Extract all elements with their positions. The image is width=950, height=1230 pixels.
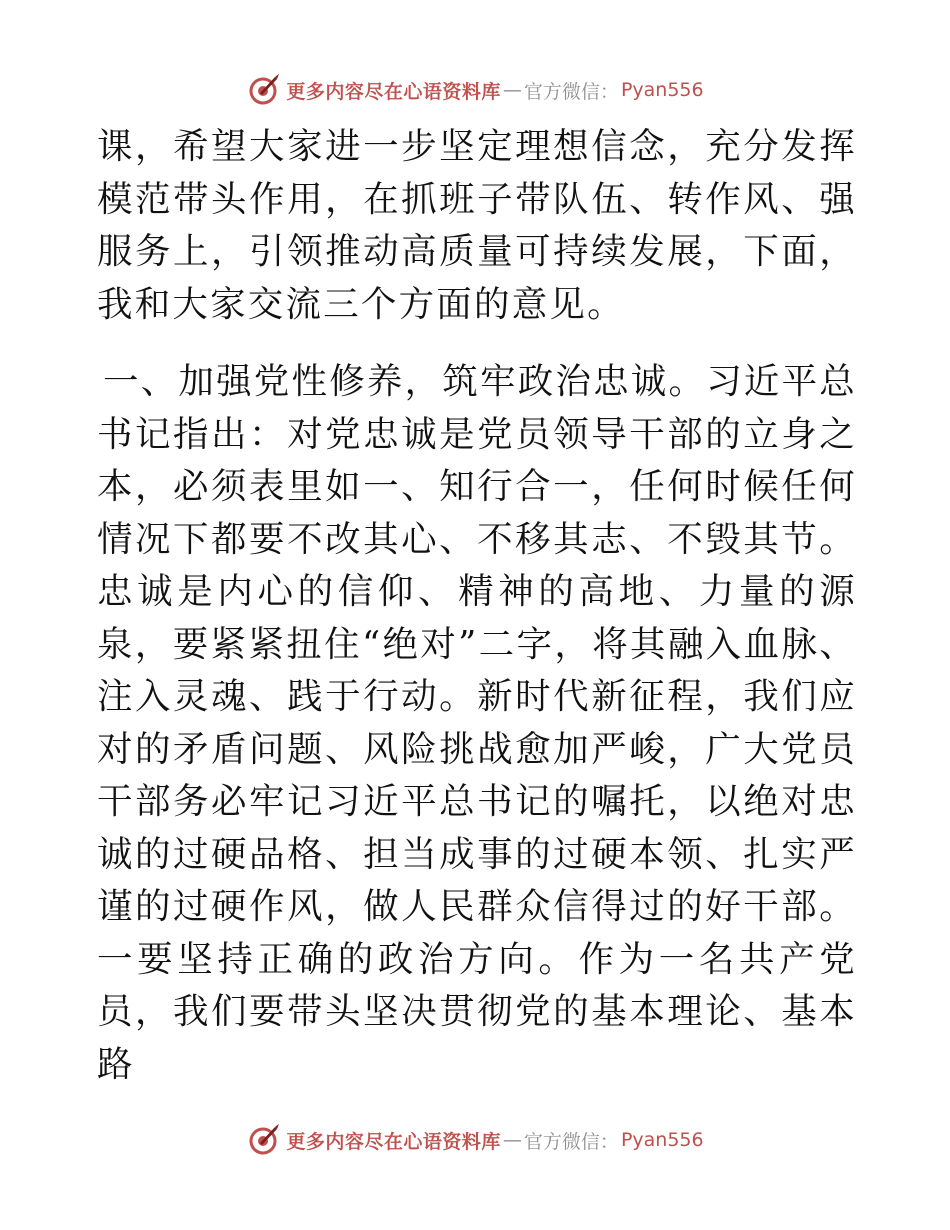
site-name: 更多内容尽在心语资料库 <box>286 80 501 103</box>
wechat-label: 官方微信： <box>523 80 619 103</box>
site-name: 更多内容尽在心语资料库 <box>286 1130 501 1153</box>
header-watermark <box>0 70 950 110</box>
separator-dash: — <box>502 79 522 101</box>
paragraph-section-one: 一、加强党性修养，筑牢政治忠诚。习近平总书记指出：对党忠诚是党员领导干部的立身之本，必须表里如一、知行合一，任何时候任何情况下都要不改其心、不移其志、不毁其节。忠诚是内心的信仰、精神的高地、力量的源泉，要紧紧扭住“绝对”二字，将其融入血脉、注入灵魂、践于行动。新时代新征程，我们应对的矛盾问题、风险挑战愈加严峻，广大党员干部务必牢记习近平总书记的嘱托，以绝对忠诚的过硬品格、担当成事的过硬本领、扎实严谨的过硬作风，做人民群众信得过的好干部。一要坚持正确的政治方向。作为一名共产党员，我们要带头坚决贯彻党的基本理论、基本路 <box>97 361 858 1085</box>
document-body <box>97 121 857 1091</box>
quill-pen-logo-icon <box>246 1123 280 1157</box>
wechat-id: Pyan556 <box>620 1129 704 1151</box>
paragraph-continuation: 课，希望大家进一步坚定理想信念，充分发挥模范带头作用，在抓班子带队伍、转作风、强服务上，引领推动高质量可持续发展，下面，我和大家交流三个方面的意见。 <box>97 126 857 325</box>
separator-dash: — <box>502 1129 522 1151</box>
wechat-label: 官方微信： <box>523 1130 619 1153</box>
wechat-id: Pyan556 <box>620 79 704 101</box>
footer-watermark <box>0 1120 950 1160</box>
quill-pen-logo-icon <box>246 73 280 107</box>
